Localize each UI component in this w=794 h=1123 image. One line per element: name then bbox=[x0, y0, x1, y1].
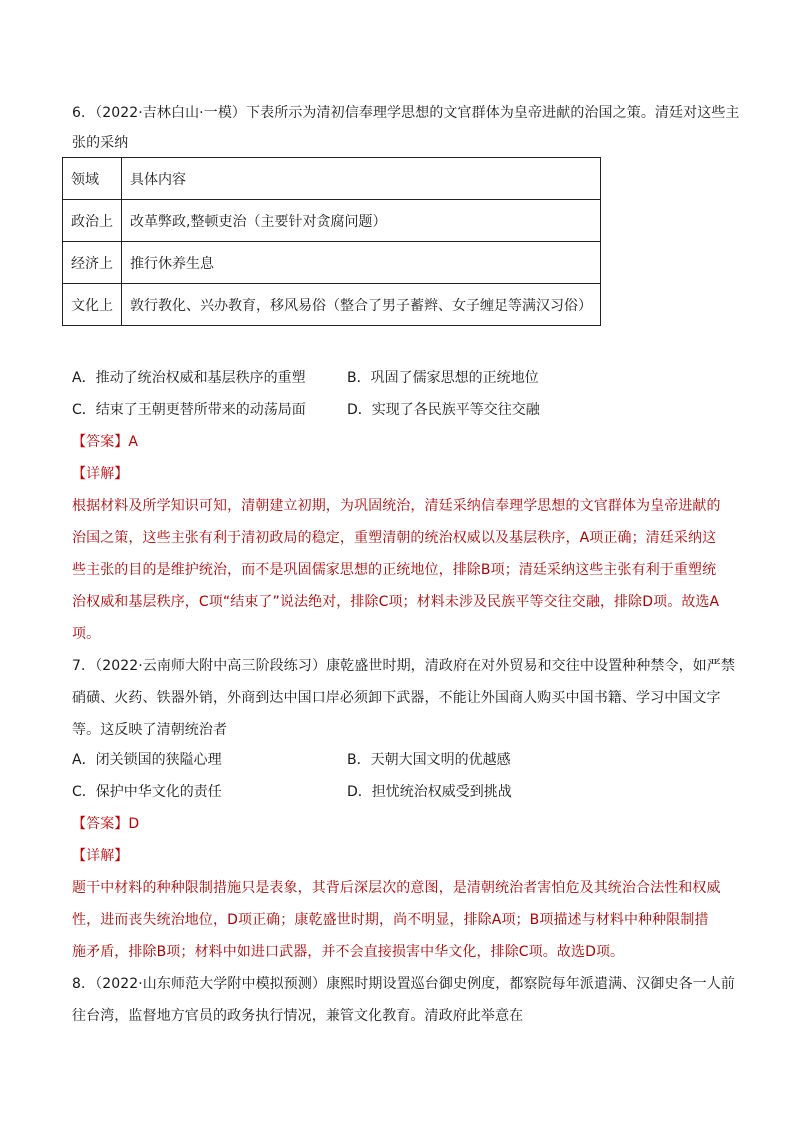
q7-option-a: A．闭关锁国的狭隘心理 bbox=[72, 752, 222, 768]
table-row bbox=[63, 200, 601, 242]
q6-detail-line: 项。 bbox=[72, 626, 101, 642]
q6-stem-line-1: 6．（2022·吉林白山·一模）下表所示为清初信奉理学思想的文官群体为皇帝进献的治国之策。清廷对这些主 bbox=[72, 105, 740, 121]
q7-stem-line: 7．（2022·云南师大附中高三阶段练习）康乾盛世时期，清政府在对外贸易和交往中设置种种禁令，如严禁 bbox=[72, 658, 735, 674]
q7-detail-line: 题干中材料的种种限制措施只是表象，其背后深层次的意图，是清朝统治者害怕危及其统治合法性和权威 bbox=[72, 880, 721, 896]
q6-option-b: B．巩固了儒家思想的正统地位 bbox=[347, 370, 539, 386]
q7-detail-label: 【详解】 bbox=[72, 848, 129, 864]
table-cell: 改革弊政,整顿吏治（主要针对贪腐问题） bbox=[122, 200, 601, 242]
q7-detail-line: 施矛盾，排除B项；材料中如进口武器，并不会直接损害中华文化，排除C项。故选D项。 bbox=[72, 944, 625, 960]
q6-answer: 【答案】A bbox=[72, 434, 139, 450]
table-cell: 政治上 bbox=[63, 200, 122, 242]
q6-detail-label: 【详解】 bbox=[72, 466, 129, 482]
table-header-cell: 领域 bbox=[63, 158, 122, 200]
q6-detail-line: 根据材料及所学知识可知，清朝建立初期，为巩固统治，清廷采纳信奉理学思想的文官群体为皇帝进献的 bbox=[72, 498, 721, 514]
q6-option-c: C．结束了王朝更替所带来的动荡局面 bbox=[72, 402, 306, 418]
table-cell: 推行休养生息 bbox=[122, 242, 601, 284]
q6-detail-line: 治国之策，这些主张有利于清初政局的稳定，重塑清朝的统治权威以及基层秩序，A项正确；清廷采纳这 bbox=[72, 530, 717, 546]
table-row bbox=[63, 242, 601, 284]
q7-stem-line: 等。这反映了清朝统治者 bbox=[72, 722, 228, 738]
table-header-row bbox=[63, 158, 601, 200]
q6-option-a: A．推动了统治权威和基层秩序的重塑 bbox=[72, 370, 306, 386]
table-cell: 经济上 bbox=[63, 242, 122, 284]
q6-detail-line: 治权威和基层秩序，C项“结束了”说法绝对，排除C项；材料未涉及民族平等交往交融，排除D项。故选A bbox=[72, 594, 720, 610]
q7-stem-line: 硝磺、火药、铁器外销，外商到达中国口岸必须卸下武器，不能让外国商人购买中国书籍、学习中国文字 bbox=[72, 690, 721, 706]
q7-option-b: B．天朝大国文明的优越感 bbox=[347, 752, 511, 768]
q6-detail-line: 些主张的目的是维护统治，而不是巩固儒家思想的正统地位，排除B项；清廷采纳这些主张有利于重塑统 bbox=[72, 562, 717, 578]
table-row bbox=[63, 284, 601, 326]
q6-option-d: D．实现了各民族平等交往交融 bbox=[347, 402, 540, 418]
q6-stem-line-2: 张的采纳 bbox=[72, 135, 129, 151]
q6-policy-table bbox=[62, 157, 601, 326]
table-header-cell: 具体内容 bbox=[122, 158, 601, 200]
q7-option-c: C．保护中华文化的责任 bbox=[72, 784, 222, 800]
q8-stem-line: 往台湾，监督地方官员的政务执行情况，兼管文化教育。清政府此举意在 bbox=[72, 1008, 524, 1024]
table-cell: 敦行教化、兴办教育，移风易俗（整合了男子蓄辫、女子缠足等满汉习俗） bbox=[122, 284, 601, 326]
q7-answer: 【答案】D bbox=[72, 816, 140, 832]
table-cell: 文化上 bbox=[63, 284, 122, 326]
q7-option-d: D．担忧统治权威受到挑战 bbox=[347, 784, 512, 800]
q8-stem-line: 8．（2022·山东师范大学附中模拟预测）康熙时期设置巡台御史例度，都察院每年派遣满、汉御史各一人前 bbox=[72, 976, 735, 992]
q7-detail-line: 性，进而丧失统治地位，D项正确；康乾盛世时期，尚不明显，排除A项；B项描述与材料中种种限制措 bbox=[72, 912, 709, 928]
